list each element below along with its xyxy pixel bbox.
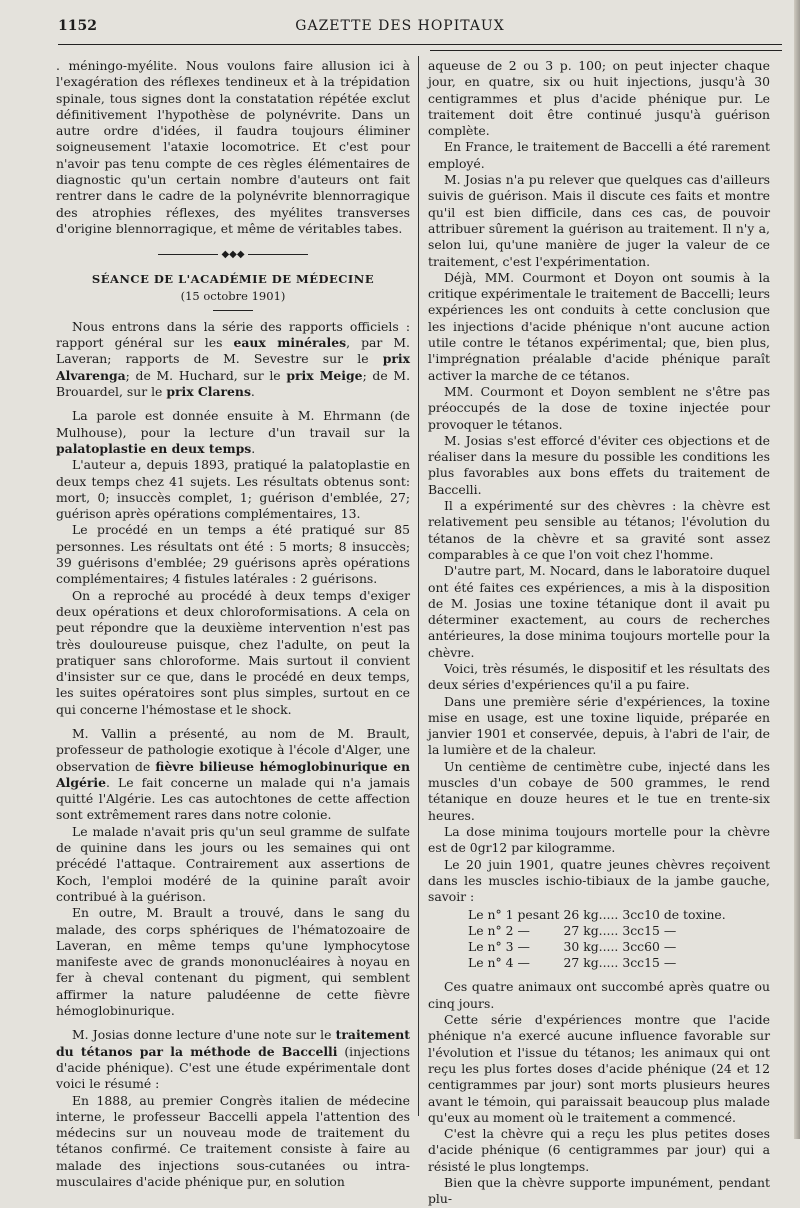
bold-term: palatoplastie en deux temps: [56, 440, 252, 456]
paragraph: La parole est donnée ensuite à M. Ehrmann (de Mulhouse), pour la lecture d'un travail sur la palatoplastie en deux temps.: [56, 408, 410, 456]
bold-term: prix Meige: [286, 367, 363, 383]
section-title: SÉANCE DE L'ACADÉMIE DE MÉDECINE: [91, 272, 375, 287]
paragraph: M. Josias s'est efforcé d'éviter ces objections et de réaliser dans la mesure du possible les conditions les plus favorables aux bons effets du traitement de Baccelli.: [428, 432, 770, 497]
page-number: 1152: [58, 18, 97, 34]
goat-dose-table: [468, 907, 730, 971]
paragraph: Un centième de centimètre cube, injecté dans les muscles d'un cobaye de 500 grammes, le rend tétanique en douze heures et le tue en trente-six heures.: [428, 758, 770, 823]
short-separator: [213, 310, 253, 311]
paragraph: Déjà, MM. Courmont et Doyon ont soumis à la critique expérimentale le traitement de Baccelli; leurs expériences les ont conduits à cette conclusion que les injections d'acide phénique n'ont aucune action utile contre le tétanos expérimental; que, bien plus, l'imprégnation préalable d'acide phénique paraît activer la marche de ce tétanos.: [428, 269, 770, 383]
paragraph: En outre, M. Brault a trouvé, dans le sang du malade, des corps sphériques de l'hématozoaire de Laveran, en même temps qu'une lymphocytose manifeste avec de grands mononucléaires à noyau en fer à cheval contenant du pigment, qui semblent affirmer la nature paludéenne de cette fièvre hémoglobinurique.: [56, 905, 410, 1019]
paragraph: Il a expérimenté sur des chèvres : la chèvre est relativement peu sensible au tétanos; l'évolution du tétanos de la chèvre et sa gravité sont assez comparables à ce que l'on voit chez l'homme.: [428, 498, 770, 562]
page-edge-shadow: [794, 0, 800, 1139]
table-row: Le n° 2 — 27 kg..... 3cc15 —: [468, 923, 677, 939]
paragraph: Le 20 juin 1901, quatre jeunes chèvres reçoivent dans les muscles ischio-tibiaux de la jambe gauche, savoir :: [428, 856, 770, 905]
column-divider: [418, 56, 419, 1116]
paragraph: Dans une première série d'expériences, la toxine mise en usage, est une toxine liquide, préparée en janvier 1901 et conservée, depuis, à l'abri de l'air, de la lumière et de la chaleur.: [428, 693, 770, 758]
paragraph: On a reproché au procédé à deux temps d'exiger deux opérations et deux chloroformisations. A cela on peut répondre que la deuxième intervention n'est pas très douloureuse puisque, chez l'adulte, on peut la pratiquer sans chloroforme. Mais surtout il convient d'insister sur ce que, dans le procédé en deux temps, les suites opératoires sont plus simples, surtout en ce qui concerne l'hémostase et le shock.: [56, 587, 410, 717]
journal-title: GAZETTE DES HOPITAUX: [295, 18, 505, 34]
header-rule: [58, 44, 782, 45]
bold-term: prix Alvarenga: [56, 351, 410, 383]
table-row: Le n° 3 — 30 kg..... 3cc60 —: [468, 939, 677, 955]
bold-term: eaux minérales: [233, 335, 347, 351]
paragraph: . méningo-myélite. Nous voulons faire allusion ici à l'exagération des réflexes tendineux et à la trépidation spinale, tous signes dont la constatation répétée exclut définitivement l'hypothèse de polynévrite. Dans un autre ordre d'idées, il faudra toujours éliminer soigneusement l'ataxie locomotrice. Et c'est pour n'avoir pas tenu compte de ces règles élémentaires de diagnostic qu'un certain nombre d'auteurs ont fait rentrer dans le cadre de la polynévrite blennorragique des atrophies réflexes, des myélites transverses d'origine blennorragique, et même de véritables tabes.: [56, 58, 410, 236]
header-rule-secondary: [430, 50, 782, 51]
bold-term: fièvre bilieuse hémoglobinurique en Algérie: [56, 758, 411, 790]
paragraph: Voici, très résumés, le dispositif et les résultats des deux séries d'expériences qu'il a pu faire.: [428, 660, 770, 693]
ornament-separator: ◆◆◆: [56, 249, 410, 261]
paragraph: L'auteur a, depuis 1893, pratiqué la palatoplastie en deux temps chez 41 sujets. Les résultats obtenus sont: mort, 0; insuccès complet, 1; guérison d'emblée, 27; guérison après opérations complémentaires, 13.: [56, 457, 410, 522]
bold-term: traitement du tétanos par la méthode de Baccelli: [56, 1027, 410, 1059]
paragraph: La dose minima toujours mortelle pour la chèvre est de 0gr12 par kilogramme.: [428, 823, 770, 856]
paragraph: En 1888, au premier Congrès italien de médecine interne, le professeur Baccelli appela l'attention des médecins sur un nouveau mode de traitement du tétanos confirmé. Ce traitement consiste à faire au malade des injections sous-cutanées ou intra-musculaires d'acide phénique pur, en solution: [56, 1092, 410, 1189]
paragraph: aqueuse de 2 ou 3 p. 100; on peut injecter chaque jour, en quatre, six ou huit injections, jusqu'à 30 centigrammes et plus d'acide phénique pur. Le traitement doit être continué jusqu'à guérison complète.: [428, 58, 770, 139]
table-row: Le n° 1 pesant 26 kg..... 3cc10 de toxine.: [468, 907, 726, 923]
paragraph: Le procédé en un temps a été pratiqué sur 85 personnes. Les résultats ont été : 5 morts; 8 insuccès; 39 guérisons d'emblée; 29 guérisons après opérations complémentaires; 4 fistules latérales : 2 guérisons.: [56, 522, 410, 587]
paragraph: Ces quatre animaux ont succombé après quatre ou cinq jours.: [428, 979, 770, 1011]
paragraph: En France, le traitement de Baccelli a été rarement employé.: [428, 139, 770, 171]
left-column: [56, 58, 410, 1190]
paragraph: C'est la chèvre qui a reçu les plus petites doses d'acide phénique (6 centigrammes par jour) qui a résisté le plus longtemps.: [428, 1126, 770, 1174]
paragraph: D'autre part, M. Nocard, dans le laboratoire duquel ont été faites ces expériences, a mis à la disposition de M. Josias une toxine tétanique dont il avait pu déterminer exactement, au cours de recherches antérieures, la dose minima toujours mortelle pour la chèvre.: [428, 563, 770, 660]
page-header: [0, 0, 800, 44]
section-date: (15 octobre 1901): [180, 288, 286, 303]
paragraph: Nous entrons dans la série des rapports officiels : rapport général sur les eaux minérales, par M. Laveran; rapports de M. Sevestre sur le prix Alvarenga; de M. Huchard, sur le prix Meige; de M. Brouardel, sur le prix Clarens.: [56, 318, 411, 400]
right-column: [428, 58, 770, 1208]
paragraph: M. Josias donne lecture d'une note sur le traitement du tétanos par la méthode de Baccelli (injections d'acide phénique). C'est une étude expérimentale dont voici le résumé :: [56, 1027, 410, 1092]
paragraph: M. Josias n'a pu relever que quelques cas d'ailleurs suivis de guérison. Mais il discute ces faits et montre qu'il est bien difficile, dans ces cas, de pouvoir attribuer sûrement la guérison au traitement. Il n'y a, selon lui, qu'une manière de juger la valeur de ce traitement, c'est l'expérimentation.: [428, 172, 770, 269]
table-row: Le n° 4 — 27 kg..... 3cc15 —: [468, 955, 677, 971]
paragraph: Bien que la chèvre supporte impunément, pendant plu-: [428, 1175, 770, 1207]
paragraph: MM. Courmont et Doyon semblent ne s'être pas préoccupés de la dose de toxine injectée pour provoquer le tétanos.: [428, 383, 770, 432]
paragraph: M. Vallin a présenté, au nom de M. Brault, professeur de pathologie exotique à l'école d'Alger, une observation de fièvre bilieuse hémoglobinurique en Algérie. Le fait concerne un malade qui n'a jamais quitté l'Algérie. Les cas autochtones de cette affection sont extrêmement rares dans notre colonie.: [56, 725, 411, 823]
paragraph: Cette série d'expériences montre que l'acide phénique n'a exercé aucune influence favorable sur l'évolution et l'issue du tétanos; les animaux qui ont reçu les plus fortes doses d'acide phénique (24 et 12 centigrammes par jour) sont morts plusieurs heures avant le témoin, qui paraissait beaucoup plus malade qu'eux au moment où le traitement a commencé.: [428, 1012, 770, 1125]
bold-term: prix Clarens: [166, 384, 251, 400]
paragraph: Le malade n'avait pris qu'un seul gramme de sulfate de quinine dans les jours ou les semaines qui ont précédé l'attaque. Contrairement aux assertions de Koch, l'emploi modéré de la quinine paraît avoir contribué à la guérison.: [56, 823, 410, 904]
